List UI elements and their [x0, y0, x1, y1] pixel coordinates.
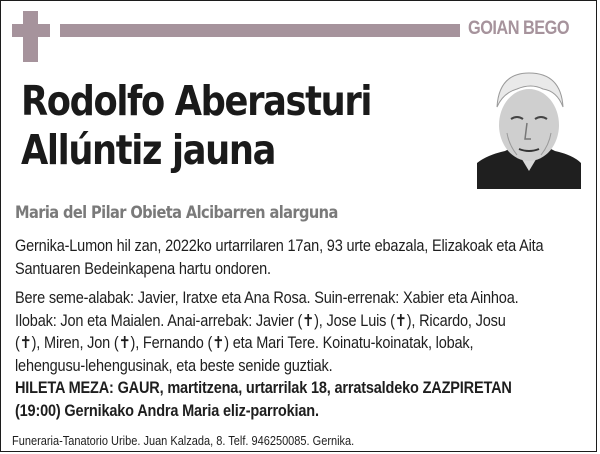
portrait-photo — [477, 63, 581, 189]
section-label: GOIAN BEGO — [468, 18, 570, 39]
family-line-1: Bere seme-alabak: Javier, Iratxe eta Ana Rosa. Suin-errenak: Xabier eta Ainhoa. — [15, 289, 519, 307]
deceased-name — [21, 77, 371, 175]
funeral-line-2: (19:00) Gernikako Andra Maria eliz-parrokian. — [15, 401, 319, 420]
funeral-line-1: HILETA MEZA: GAUR, martitzena, urtarrilak 18, arratsaldeko ZAZPIRETAN — [15, 379, 512, 397]
family-line-3: (✝), Miren, Jon (✝), Fernando (✝) eta Mari Tere. Koinatu-koinatak, lobak, — [15, 334, 474, 352]
name-line-1: Rodolfo Aberasturi — [21, 77, 372, 125]
family-line-4: lehengusu-lehengusinak, eta beste senide guztiak. — [15, 356, 333, 375]
cross-icon-arm — [12, 24, 50, 37]
header-rule — [60, 24, 460, 37]
funeral-home-footer: Funeraria-Tanatorio Uribe. Juan Kalzada, 8. Telf. 946250085. Gernika. — [12, 434, 355, 448]
widow-line: Maria del Pilar Obieta Alcibarren alarguna — [15, 203, 338, 223]
family-paragraph — [15, 287, 587, 377]
portrait-image — [477, 63, 581, 189]
death-notice-paragraph: Gernika-Lumon hil zan, 2022ko urtarrilaren 17an, 93 urte ebazala, Elizakoak eta Aita Santuaren Bedeinkapena hartu ondoren. — [15, 237, 544, 278]
name-line-2: Allúntiz jauna — [21, 126, 276, 174]
funeral-paragraph — [15, 377, 587, 422]
family-line-2: Ilobak: Jon eta Maialen. Anai-arrebak: Javier (✝), Jose Luis (✝), Ricardo, Josu — [15, 311, 506, 330]
